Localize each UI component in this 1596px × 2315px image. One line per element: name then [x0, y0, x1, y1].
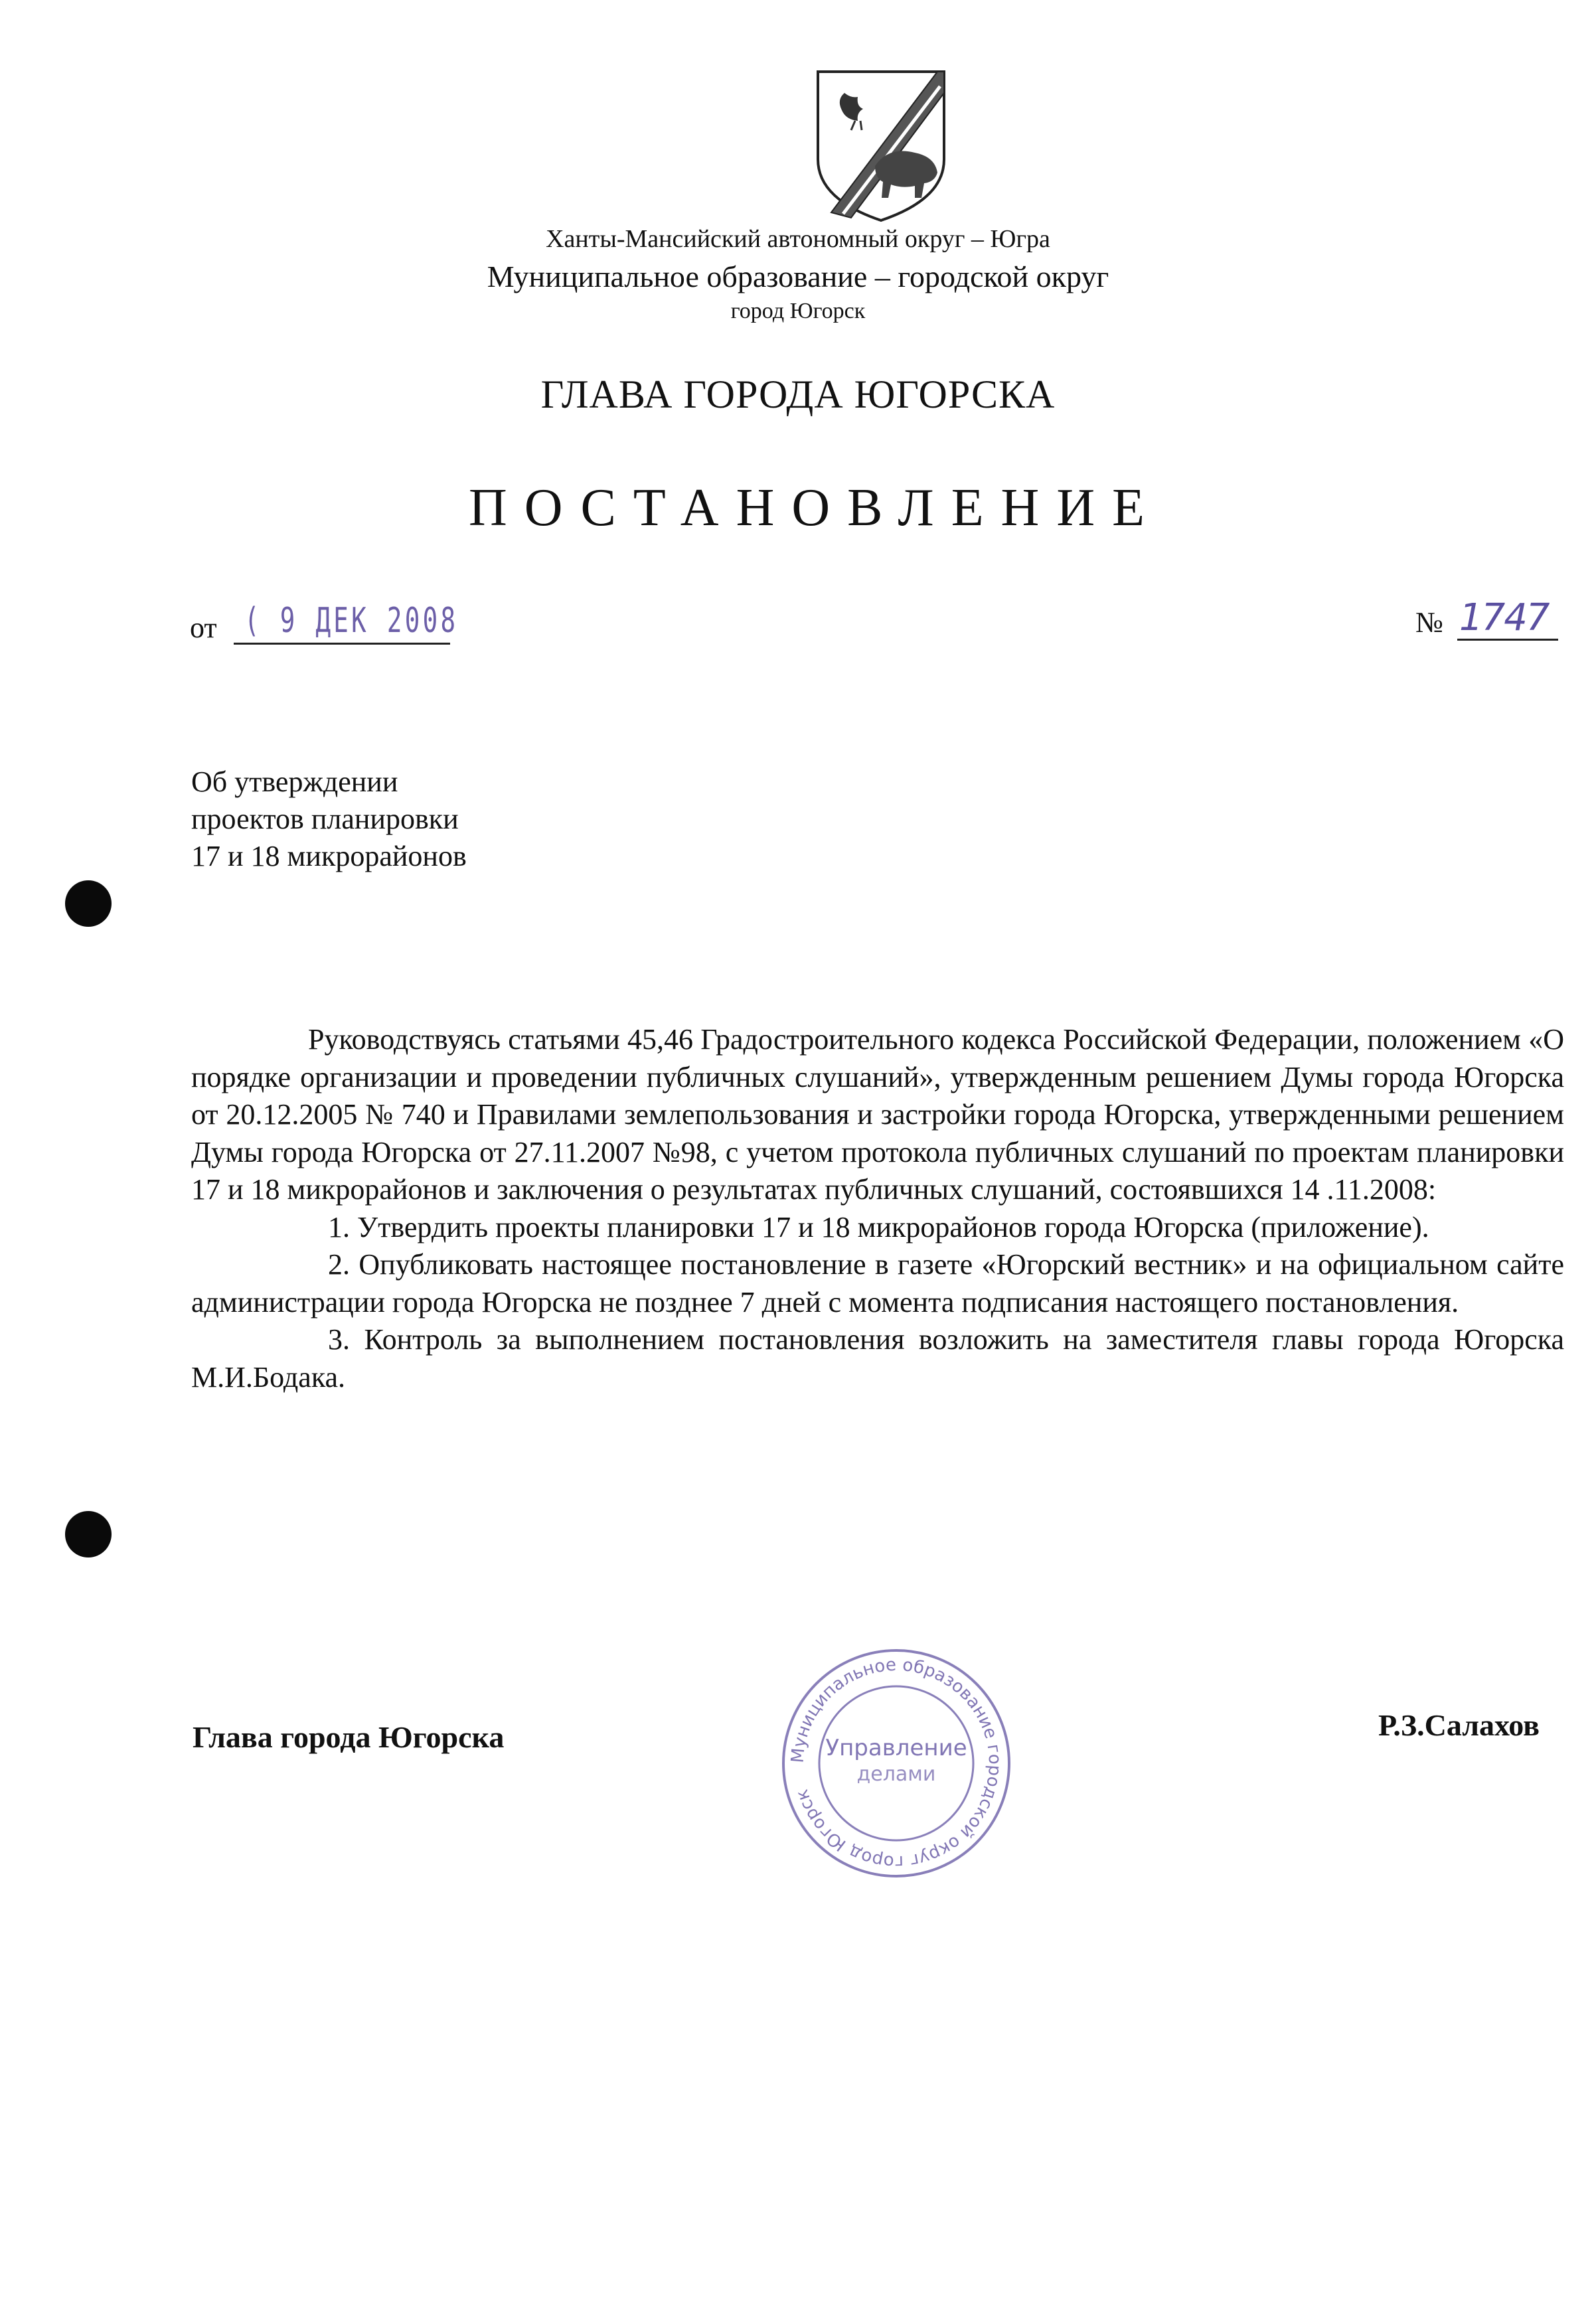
seal-center-text: Управление: [825, 1735, 967, 1761]
preamble-paragraph: Руководствуясь статьями 45,46 Градостроительного кодекса Российской Федерации, положением «О порядке организации и проведении публичных слушаний», утвержденным решением Думы города Югорска от 20.12.2005 № 740 и Правилами землепользования и застройки города Югорска, утвержденными решением Думы города Югорска от 27.11.2007 №98, с учетом протокола публичных слушаний по проектам планировки 17 и 18 микрорайонов и заключения о результатах публичных слушаний, состоявшихся 14 .11.2008:: [191, 1023, 1564, 1206]
punch-hole: [65, 880, 112, 927]
signatory-name: Р.З.Салахов: [1378, 1708, 1540, 1742]
resolution-item-3: 3. Контроль за выполнением постановления возложить на заместителя главы города Югорска М.И.Бодака.: [191, 1323, 1564, 1394]
subject-line: проектов планировки: [191, 803, 459, 835]
signatory-position: Глава города Югорска: [193, 1720, 505, 1754]
resolution-body: [191, 1021, 1564, 1396]
punch-hole: [65, 1511, 112, 1557]
seal-ring-text: Муниципальное образование городской округ город Югорск: [787, 1654, 1005, 1872]
region-name: Ханты-Мансийский автономный округ – Югра: [546, 225, 1050, 253]
seal-center-text: делами: [856, 1763, 936, 1786]
resolution-item-1: 1. Утвердить проекты планировки 17 и 18 микрорайонов города Югорска (приложение).: [328, 1210, 1429, 1243]
subject-line: 17 и 18 микрорайонов: [191, 840, 467, 872]
municipality-name: Муниципальное образование – городской округ: [487, 260, 1109, 293]
coat-of-arms-icon: [811, 66, 951, 226]
document-number: 1747: [1459, 596, 1549, 639]
subject-block: [191, 763, 467, 875]
head-title: ГЛАВА ГОРОДА ЮГОРСКА: [540, 372, 1056, 416]
date-stamp: ( 9 ДЕК 2008: [244, 601, 459, 641]
resolution-item-2: 2. Опубликовать настоящее постановление в газете «Югорский вестник» и на официальном сайте администрации города Югорска не позднее 7 дней с момента подписания настоящего постановления.: [191, 1248, 1564, 1318]
date-underline: [234, 643, 450, 645]
official-seal-stamp: [777, 1644, 1016, 1883]
subject-line: Об утверждении: [191, 765, 398, 798]
date-label: от: [190, 611, 217, 644]
city-name: город Югорск: [730, 299, 866, 323]
document-type-title: ПОСТАНОВЛЕНИЕ: [469, 479, 1162, 537]
number-label: №: [1415, 606, 1443, 639]
